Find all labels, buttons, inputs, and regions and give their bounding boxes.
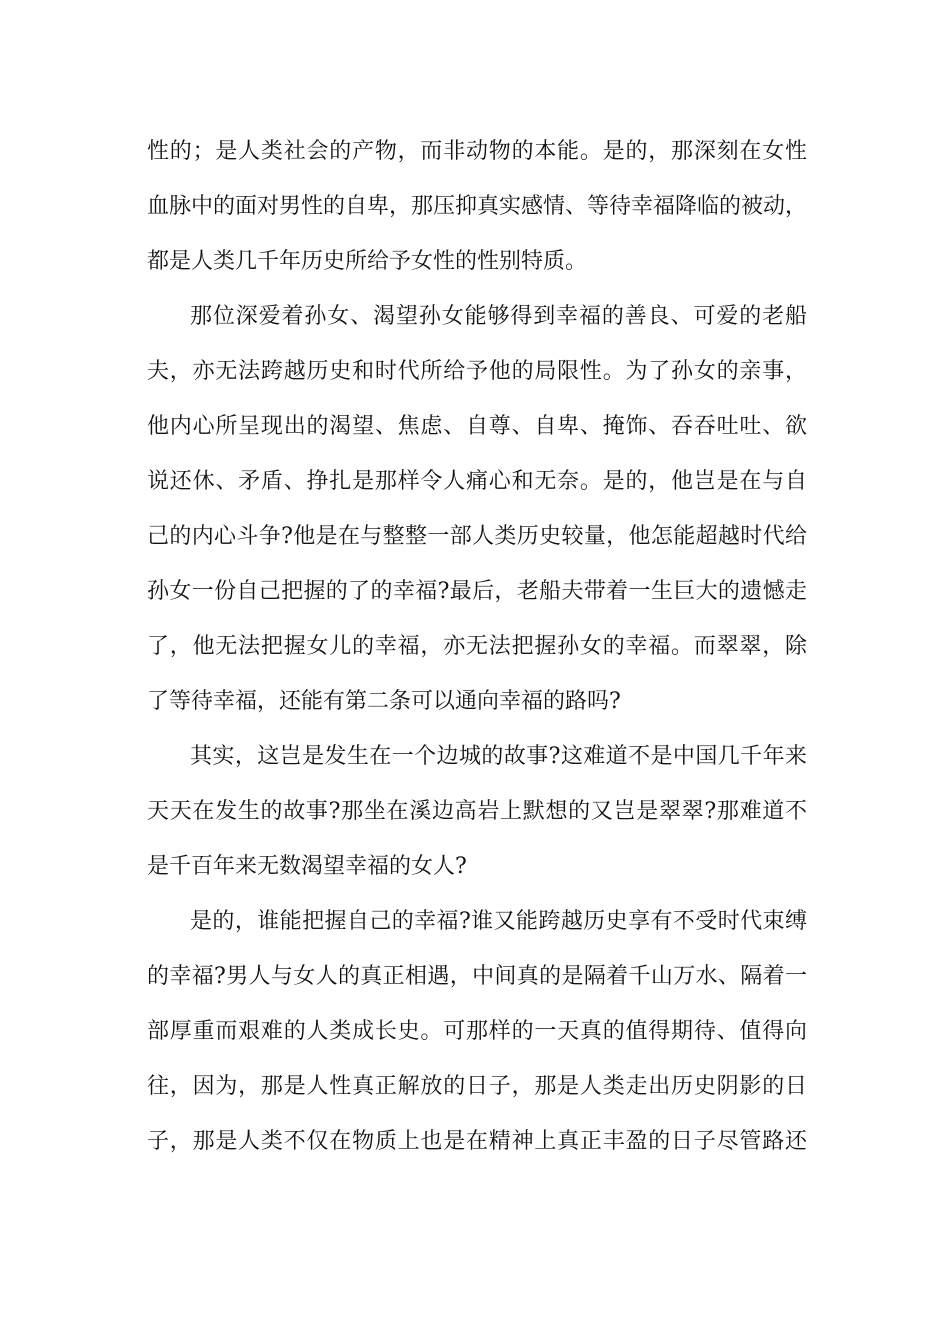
- text-line: 往，因为，那是人性真正解放的日子，那是人类走出历史阴影的日: [147, 1074, 807, 1099]
- paragraph-first-line: 其实，这岂是发生在一个边城的故事?这难道不是中国几千年来: [190, 744, 807, 769]
- text-line: 夫，亦无法跨越历史和时代所给予他的局限性。为了孙女的亲事，: [147, 359, 807, 384]
- text-line: 的幸福?男人与女人的真正相遇，中间真的是隔着千山万水、隔着一: [147, 964, 807, 989]
- text-line: 都是人类几千年历史所给予女性的性别特质。: [147, 249, 588, 274]
- text-line: 说还休、矛盾、挣扎是那样令人痛心和无奈。是的，他岂是在与自: [147, 469, 807, 494]
- text-line: 了，他无法把握女儿的幸福，亦无法把握孙女的幸福。而翠翠，除: [147, 634, 807, 659]
- paragraph-first-line: 那位深爱着孙女、渴望孙女能够得到幸福的善良、可爱的老船: [190, 304, 807, 329]
- text-line: 了等待幸福，还能有第二条可以通向幸福的路吗?: [147, 689, 621, 714]
- paragraph-first-line: 是的，谁能把握自己的幸福?谁又能跨越历史享有不受时代束缚: [190, 909, 807, 934]
- text-line: 血脉中的面对男性的自卑，那压抑真实感情、等待幸福降临的被动，: [147, 194, 808, 219]
- text-line: 部厚重而艰难的人类成长史。可那样的一天真的值得期待、值得向: [147, 1019, 807, 1044]
- text-line: 孙女一份自己把握的了的幸福?最后，老船夫带着一生巨大的遗憾走: [147, 579, 807, 604]
- text-line: 子，那是人类不仅在物质上也是在精神上真正丰盈的日子尽管路还: [147, 1129, 807, 1154]
- text-line: 他内心所呈现出的渴望、焦虑、自尊、自卑、掩饰、吞吞吐吐、欲: [147, 414, 807, 439]
- text-line: 天天在发生的故事?那坐在溪边高岩上默想的又岂是翠翠?那难道不: [147, 799, 807, 824]
- text-line: 性的；是人类社会的产物，而非动物的本能。是的，那深刻在女性: [147, 139, 807, 164]
- text-line: 己的内心斗争?他是在与整整一部人类历史较量，他怎能超越时代给: [147, 524, 807, 549]
- text-line: 是千百年来无数渴望幸福的女人?: [147, 854, 467, 879]
